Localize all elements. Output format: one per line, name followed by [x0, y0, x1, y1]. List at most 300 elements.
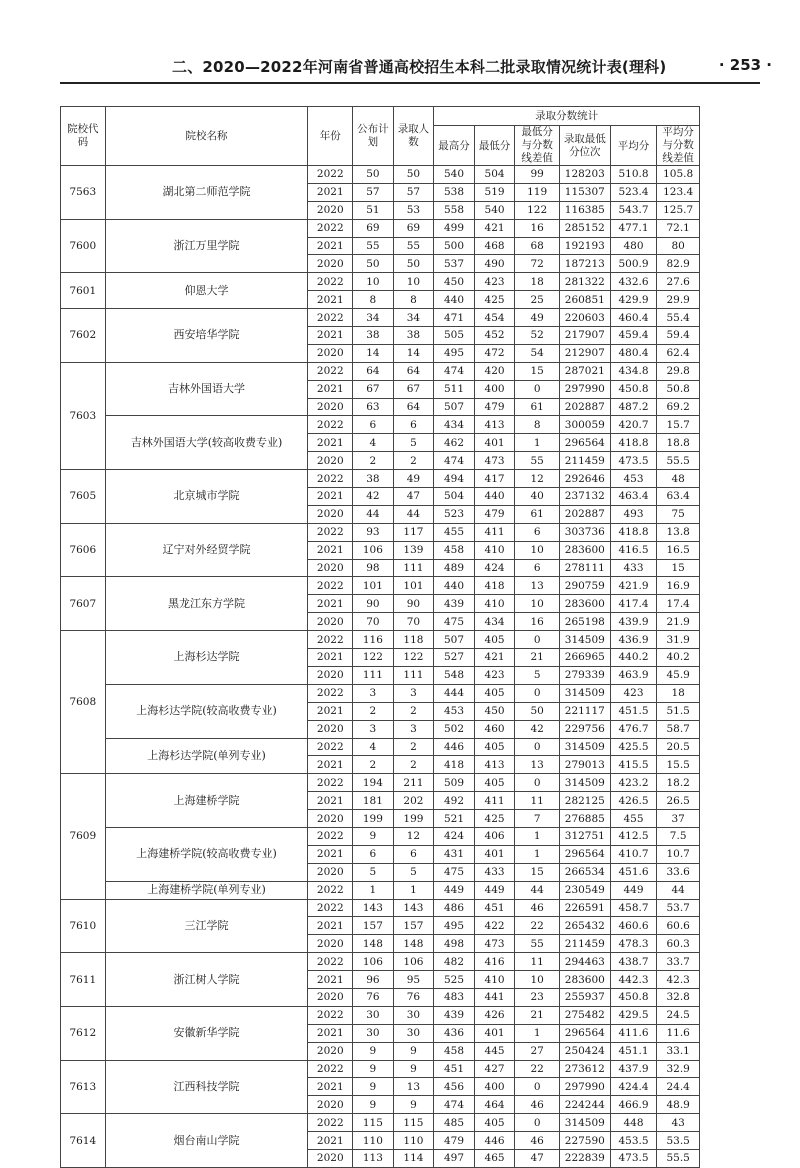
school-name: 湖北第二师范学院 [105, 166, 308, 220]
avg-diff-cell: 60.6 [657, 917, 700, 935]
table-row [61, 219, 700, 237]
min-score-cell: 426 [474, 1006, 515, 1024]
plan-cell: 194 [353, 774, 394, 792]
max-score-cell: 436 [434, 1024, 475, 1042]
plan-cell: 96 [353, 971, 394, 989]
min-rank-cell: 296564 [559, 434, 610, 452]
avg-score-cell: 421.9 [610, 577, 657, 595]
plan-cell: 57 [353, 183, 394, 201]
plan-cell: 90 [353, 595, 394, 613]
school-name: 上海杉达学院(单列专业) [105, 738, 308, 774]
avg-score-cell: 476.7 [610, 720, 657, 738]
avg-diff-cell: 24.4 [657, 1078, 700, 1096]
school-name: 上海杉达学院 [105, 631, 308, 685]
table-row [61, 416, 700, 434]
header-year: 年份 [308, 107, 353, 166]
min-score-cell: 451 [474, 899, 515, 917]
school-name: 辽宁对外经贸学院 [105, 523, 308, 577]
avg-diff-cell: 59.4 [657, 327, 700, 345]
max-score-cell: 449 [434, 881, 475, 899]
min-rank-cell: 314509 [559, 684, 610, 702]
plan-cell: 9 [353, 1060, 394, 1078]
min-diff-cell: 22 [515, 1060, 560, 1078]
min-rank-cell: 128203 [559, 166, 610, 184]
avg-score-cell: 455 [610, 810, 657, 828]
max-score-cell: 474 [434, 1096, 475, 1114]
plan-cell: 113 [353, 1149, 394, 1167]
max-score-cell: 458 [434, 541, 475, 559]
admit-cell: 2 [393, 452, 434, 470]
avg-score-cell: 460.6 [610, 917, 657, 935]
min-rank-cell: 187213 [559, 255, 610, 273]
max-score-cell: 475 [434, 613, 475, 631]
min-rank-cell: 290759 [559, 577, 610, 595]
plan-cell: 101 [353, 577, 394, 595]
plan-cell: 2 [353, 452, 394, 470]
min-diff-cell: 61 [515, 398, 560, 416]
min-rank-cell: 282125 [559, 792, 610, 810]
school-name: 上海建桥学院 [105, 774, 308, 828]
max-score-cell: 497 [434, 1149, 475, 1167]
year-cell: 2020 [308, 935, 353, 953]
school-code: 7610 [61, 899, 106, 953]
plan-cell: 1 [353, 881, 394, 899]
school-name: 浙江树人学院 [105, 953, 308, 1007]
avg-score-cell: 450.8 [610, 380, 657, 398]
year-cell: 2020 [308, 452, 353, 470]
max-score-cell: 434 [434, 416, 475, 434]
min-score-cell: 410 [474, 971, 515, 989]
admit-cell: 9 [393, 1042, 434, 1060]
plan-cell: 157 [353, 917, 394, 935]
plan-cell: 115 [353, 1114, 394, 1132]
plan-cell: 5 [353, 863, 394, 881]
avg-score-cell: 463.9 [610, 666, 657, 684]
school-name: 上海建桥学院(单列专业) [105, 881, 308, 899]
plan-cell: 4 [353, 434, 394, 452]
min-diff-cell: 23 [515, 988, 560, 1006]
school-code: 7563 [61, 166, 106, 220]
admit-cell: 2 [393, 756, 434, 774]
min-score-cell: 423 [474, 273, 515, 291]
avg-score-cell: 510.8 [610, 166, 657, 184]
admit-cell: 30 [393, 1006, 434, 1024]
avg-diff-cell: 63.4 [657, 488, 700, 506]
min-score-cell: 433 [474, 863, 515, 881]
table-row [61, 577, 700, 595]
min-score-cell: 413 [474, 416, 515, 434]
min-diff-cell: 13 [515, 577, 560, 595]
plan-cell: 44 [353, 505, 394, 523]
plan-cell: 63 [353, 398, 394, 416]
avg-diff-cell: 24.5 [657, 1006, 700, 1024]
year-cell: 2020 [308, 863, 353, 881]
min-diff-cell: 10 [515, 541, 560, 559]
admission-table [60, 106, 700, 1168]
max-score-cell: 558 [434, 201, 475, 219]
school-name: 西安培华学院 [105, 309, 308, 363]
table-row [61, 273, 700, 291]
table-row [61, 738, 700, 756]
year-cell: 2022 [308, 416, 353, 434]
year-cell: 2022 [308, 219, 353, 237]
avg-score-cell: 487.2 [610, 398, 657, 416]
min-rank-cell: 250424 [559, 1042, 610, 1060]
avg-diff-cell: 33.1 [657, 1042, 700, 1060]
school-name: 黑龙江东方学院 [105, 577, 308, 631]
min-score-cell: 446 [474, 1132, 515, 1150]
max-score-cell: 439 [434, 595, 475, 613]
year-cell: 2021 [308, 488, 353, 506]
year-cell: 2021 [308, 183, 353, 201]
year-cell: 2020 [308, 559, 353, 577]
min-score-cell: 413 [474, 756, 515, 774]
table-row [61, 523, 700, 541]
school-code: 7602 [61, 309, 106, 363]
max-score-cell: 507 [434, 631, 475, 649]
header-score-group: 录取分数统计 [434, 107, 700, 126]
admit-cell: 199 [393, 810, 434, 828]
avg-score-cell: 477.1 [610, 219, 657, 237]
min-rank-cell: 276885 [559, 810, 610, 828]
min-diff-cell: 15 [515, 362, 560, 380]
avg-score-cell: 543.7 [610, 201, 657, 219]
min-diff-cell: 46 [515, 1132, 560, 1150]
avg-score-cell: 438.7 [610, 953, 657, 971]
year-cell: 2021 [308, 702, 353, 720]
school-code: 7614 [61, 1114, 106, 1168]
min-score-cell: 424 [474, 559, 515, 577]
school-code: 7613 [61, 1060, 106, 1114]
plan-cell: 38 [353, 327, 394, 345]
min-diff-cell: 52 [515, 327, 560, 345]
page-header [60, 52, 772, 92]
min-rank-cell: 217907 [559, 327, 610, 345]
min-diff-cell: 22 [515, 917, 560, 935]
admit-cell: 10 [393, 273, 434, 291]
min-score-cell: 472 [474, 344, 515, 362]
max-score-cell: 492 [434, 792, 475, 810]
table-row [61, 1006, 700, 1024]
max-score-cell: 424 [434, 827, 475, 845]
admit-cell: 1 [393, 881, 434, 899]
min-rank-cell: 283600 [559, 971, 610, 989]
admit-cell: 38 [393, 327, 434, 345]
avg-diff-cell: 33.7 [657, 953, 700, 971]
max-score-cell: 540 [434, 166, 475, 184]
min-diff-cell: 11 [515, 953, 560, 971]
min-rank-cell: 292646 [559, 470, 610, 488]
max-score-cell: 504 [434, 488, 475, 506]
year-cell: 2021 [308, 971, 353, 989]
min-score-cell: 421 [474, 219, 515, 237]
year-cell: 2022 [308, 1060, 353, 1078]
max-score-cell: 431 [434, 845, 475, 863]
year-cell: 2021 [308, 1078, 353, 1096]
min-rank-cell: 237132 [559, 488, 610, 506]
min-diff-cell: 6 [515, 523, 560, 541]
table-row [61, 362, 700, 380]
min-score-cell: 410 [474, 595, 515, 613]
avg-score-cell: 439.9 [610, 613, 657, 631]
min-rank-cell: 265198 [559, 613, 610, 631]
min-score-cell: 410 [474, 541, 515, 559]
min-diff-cell: 46 [515, 1096, 560, 1114]
admit-cell: 9 [393, 1096, 434, 1114]
max-score-cell: 446 [434, 738, 475, 756]
min-rank-cell: 285152 [559, 219, 610, 237]
year-cell: 2021 [308, 1024, 353, 1042]
min-score-cell: 519 [474, 183, 515, 201]
max-score-cell: 499 [434, 219, 475, 237]
min-rank-cell: 314509 [559, 631, 610, 649]
table-row [61, 166, 700, 184]
min-diff-cell: 99 [515, 166, 560, 184]
school-name: 安徽新华学院 [105, 1006, 308, 1060]
min-rank-cell: 221117 [559, 702, 610, 720]
avg-score-cell: 423 [610, 684, 657, 702]
min-score-cell: 411 [474, 523, 515, 541]
plan-cell: 9 [353, 1078, 394, 1096]
admit-cell: 8 [393, 291, 434, 309]
avg-score-cell: 493 [610, 505, 657, 523]
table-row [61, 1114, 700, 1132]
min-score-cell: 434 [474, 613, 515, 631]
max-score-cell: 525 [434, 971, 475, 989]
admit-cell: 3 [393, 720, 434, 738]
avg-score-cell: 451.6 [610, 863, 657, 881]
school-name: 三江学院 [105, 899, 308, 953]
avg-diff-cell: 20.5 [657, 738, 700, 756]
max-score-cell: 507 [434, 398, 475, 416]
min-diff-cell: 6 [515, 559, 560, 577]
min-score-cell: 418 [474, 577, 515, 595]
plan-cell: 2 [353, 756, 394, 774]
avg-score-cell: 424.4 [610, 1078, 657, 1096]
max-score-cell: 455 [434, 523, 475, 541]
min-rank-cell: 279013 [559, 756, 610, 774]
avg-diff-cell: 53.7 [657, 899, 700, 917]
avg-score-cell: 448 [610, 1114, 657, 1132]
avg-score-cell: 459.4 [610, 327, 657, 345]
avg-diff-cell: 82.9 [657, 255, 700, 273]
max-score-cell: 527 [434, 649, 475, 667]
admit-cell: 111 [393, 666, 434, 684]
school-code: 7609 [61, 774, 106, 899]
plan-cell: 30 [353, 1024, 394, 1042]
min-score-cell: 425 [474, 810, 515, 828]
plan-cell: 14 [353, 344, 394, 362]
page-title: 二、2020—2022年河南省普通高校招生本科二批录取情况统计表(理科) [172, 58, 667, 76]
avg-score-cell: 458.7 [610, 899, 657, 917]
year-cell: 2021 [308, 1132, 353, 1150]
avg-diff-cell: 33.6 [657, 863, 700, 881]
admit-cell: 47 [393, 488, 434, 506]
plan-cell: 50 [353, 166, 394, 184]
max-score-cell: 502 [434, 720, 475, 738]
year-cell: 2021 [308, 380, 353, 398]
admit-cell: 114 [393, 1149, 434, 1167]
year-cell: 2021 [308, 792, 353, 810]
avg-score-cell: 417.4 [610, 595, 657, 613]
min-score-cell: 423 [474, 666, 515, 684]
plan-cell: 110 [353, 1132, 394, 1150]
plan-cell: 70 [353, 613, 394, 631]
avg-score-cell: 429.5 [610, 1006, 657, 1024]
avg-diff-cell: 55.5 [657, 452, 700, 470]
max-score-cell: 440 [434, 577, 475, 595]
avg-diff-cell: 18.2 [657, 774, 700, 792]
min-rank-cell: 227590 [559, 1132, 610, 1150]
min-score-cell: 400 [474, 380, 515, 398]
min-diff-cell: 1 [515, 1024, 560, 1042]
min-diff-cell: 7 [515, 810, 560, 828]
plan-cell: 38 [353, 470, 394, 488]
min-score-cell: 473 [474, 935, 515, 953]
admit-cell: 12 [393, 827, 434, 845]
plan-cell: 106 [353, 953, 394, 971]
plan-cell: 10 [353, 273, 394, 291]
year-cell: 2022 [308, 631, 353, 649]
min-score-cell: 452 [474, 327, 515, 345]
school-name: 上海建桥学院(较高收费专业) [105, 827, 308, 881]
avg-diff-cell: 44 [657, 881, 700, 899]
min-rank-cell: 230549 [559, 881, 610, 899]
school-name: 烟台南山学院 [105, 1114, 308, 1168]
admit-cell: 6 [393, 416, 434, 434]
min-rank-cell: 255937 [559, 988, 610, 1006]
avg-score-cell: 437.9 [610, 1060, 657, 1078]
min-diff-cell: 0 [515, 380, 560, 398]
header-avg-diff: 平均分与分数线差值 [657, 126, 700, 166]
avg-score-cell: 425.5 [610, 738, 657, 756]
admit-cell: 115 [393, 1114, 434, 1132]
min-score-cell: 405 [474, 738, 515, 756]
min-rank-cell: 226591 [559, 899, 610, 917]
max-score-cell: 482 [434, 953, 475, 971]
min-rank-cell: 296564 [559, 845, 610, 863]
min-rank-cell: 266965 [559, 649, 610, 667]
max-score-cell: 418 [434, 756, 475, 774]
plan-cell: 76 [353, 988, 394, 1006]
min-rank-cell: 279339 [559, 666, 610, 684]
min-diff-cell: 0 [515, 684, 560, 702]
avg-score-cell: 412.5 [610, 827, 657, 845]
year-cell: 2022 [308, 738, 353, 756]
school-name: 江西科技学院 [105, 1060, 308, 1114]
table-row [61, 1060, 700, 1078]
max-score-cell: 538 [434, 183, 475, 201]
avg-diff-cell: 72.1 [657, 219, 700, 237]
admit-cell: 90 [393, 595, 434, 613]
min-diff-cell: 15 [515, 863, 560, 881]
year-cell: 2020 [308, 988, 353, 1006]
min-rank-cell: 283600 [559, 595, 610, 613]
avg-diff-cell: 43 [657, 1114, 700, 1132]
min-rank-cell: 314509 [559, 774, 610, 792]
plan-cell: 4 [353, 738, 394, 756]
max-score-cell: 498 [434, 935, 475, 953]
min-rank-cell: 202887 [559, 505, 610, 523]
min-score-cell: 450 [474, 702, 515, 720]
max-score-cell: 483 [434, 988, 475, 1006]
avg-diff-cell: 80 [657, 237, 700, 255]
min-score-cell: 540 [474, 201, 515, 219]
table-row [61, 774, 700, 792]
min-diff-cell: 68 [515, 237, 560, 255]
admit-cell: 110 [393, 1132, 434, 1150]
min-diff-cell: 0 [515, 774, 560, 792]
max-score-cell: 458 [434, 1042, 475, 1060]
min-score-cell: 464 [474, 1096, 515, 1114]
min-score-cell: 401 [474, 434, 515, 452]
min-diff-cell: 0 [515, 631, 560, 649]
avg-diff-cell: 53.5 [657, 1132, 700, 1150]
min-rank-cell: 224244 [559, 1096, 610, 1114]
min-diff-cell: 122 [515, 201, 560, 219]
avg-diff-cell: 48 [657, 470, 700, 488]
year-cell: 2022 [308, 523, 353, 541]
avg-diff-cell: 50.8 [657, 380, 700, 398]
min-score-cell: 504 [474, 166, 515, 184]
admit-cell: 211 [393, 774, 434, 792]
min-rank-cell: 273612 [559, 1060, 610, 1078]
avg-score-cell: 429.9 [610, 291, 657, 309]
admit-cell: 122 [393, 649, 434, 667]
min-diff-cell: 55 [515, 452, 560, 470]
plan-cell: 42 [353, 488, 394, 506]
avg-score-cell: 432.6 [610, 273, 657, 291]
min-diff-cell: 13 [515, 756, 560, 774]
max-score-cell: 548 [434, 666, 475, 684]
admit-cell: 67 [393, 380, 434, 398]
year-cell: 2020 [308, 344, 353, 362]
avg-score-cell: 410.7 [610, 845, 657, 863]
max-score-cell: 456 [434, 1078, 475, 1096]
max-score-cell: 505 [434, 327, 475, 345]
year-cell: 2022 [308, 774, 353, 792]
school-name: 仰恩大学 [105, 273, 308, 309]
school-code: 7605 [61, 470, 106, 524]
min-rank-cell: 220603 [559, 309, 610, 327]
year-cell: 2022 [308, 827, 353, 845]
year-cell: 2021 [308, 541, 353, 559]
avg-diff-cell: 48.9 [657, 1096, 700, 1114]
min-rank-cell: 283600 [559, 541, 610, 559]
avg-score-cell: 418.8 [610, 523, 657, 541]
min-diff-cell: 5 [515, 666, 560, 684]
min-diff-cell: 27 [515, 1042, 560, 1060]
min-diff-cell: 8 [515, 416, 560, 434]
min-diff-cell: 55 [515, 935, 560, 953]
min-diff-cell: 1 [515, 827, 560, 845]
plan-cell: 106 [353, 541, 394, 559]
year-cell: 2021 [308, 291, 353, 309]
page-number: · 253 · [718, 56, 772, 74]
avg-diff-cell: 125.7 [657, 201, 700, 219]
year-cell: 2021 [308, 237, 353, 255]
min-rank-cell: 275482 [559, 1006, 610, 1024]
avg-diff-cell: 15.5 [657, 756, 700, 774]
school-name: 浙江万里学院 [105, 219, 308, 273]
avg-score-cell: 463.4 [610, 488, 657, 506]
admit-cell: 57 [393, 183, 434, 201]
admit-cell: 111 [393, 559, 434, 577]
min-rank-cell: 312751 [559, 827, 610, 845]
header-rule [60, 82, 760, 84]
min-rank-cell: 297990 [559, 380, 610, 398]
plan-cell: 50 [353, 255, 394, 273]
